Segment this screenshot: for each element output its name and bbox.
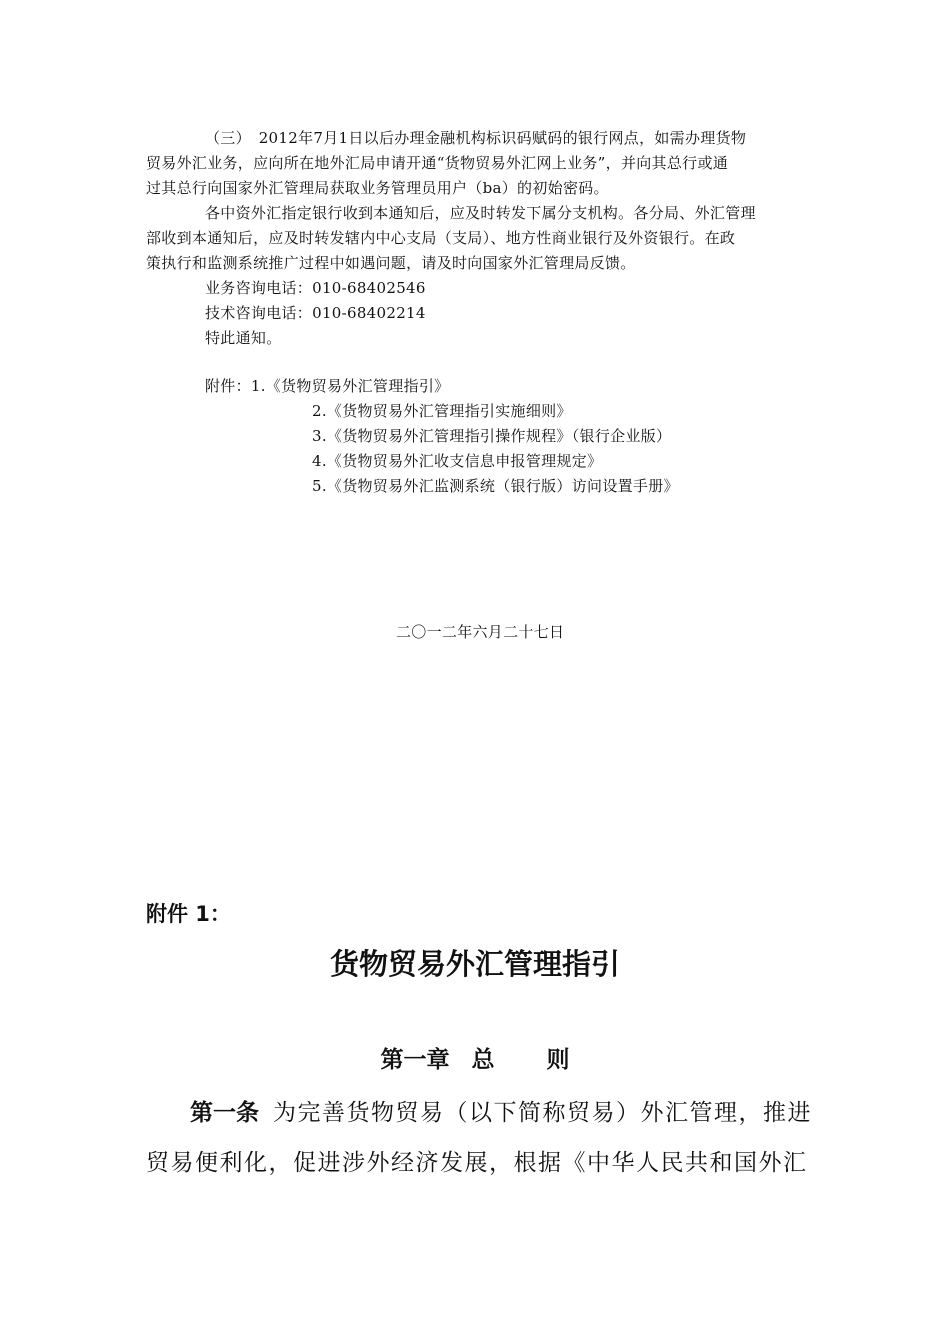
notice-date: 二〇一二年六月二十七日 [396,623,565,641]
attachment-item-4: 4.《货物贸易外汇收支信息申报管理规定》 [312,452,603,470]
para4-line1: 各中资外汇指定银行收到本通知后，应及时转发下属分支机构。各分局、外汇管理 [205,204,756,222]
appendix-title: 货物贸易外汇管理指引 [329,947,620,981]
article-1-label: 第一条 [190,1100,259,1126]
chapter-word-2: 则 [546,1047,570,1073]
attachment-item-3: 3.《货物贸易外汇管理指引操作规程》（银行企业版） [312,427,672,445]
attachment-item-2: 2.《货物贸易外汇管理指引实施细则》 [312,402,572,420]
para3-line2: 贸易外汇业务，应向所在地外汇局申请开通“货物贸易外汇网上业务”，并向其总行或通 [146,154,729,172]
chapter-word-1: 总 [471,1047,495,1073]
para4-line2: 部收到本通知后，应及时转发辖内中心支局（支局）、地方性商业银行及外资银行。在政 [146,229,736,247]
attachment-item-5: 5.《货物贸易外汇监测系统（银行版）访问设置手册》 [312,477,679,495]
article-1-text-1: 为完善货物贸易（以下简称贸易）外汇管理，推进 [273,1100,812,1126]
closing-text: 特此通知。 [205,329,282,347]
para3-line3: 过其总行向国家外汇管理局获取业务管理员用户（ba）的初始密码。 [146,179,609,197]
chapter-heading [0,1043,950,1077]
article-1-line1 [190,1096,812,1130]
tech-phone: 技术咨询电话：010-68402214 [205,304,426,322]
para3-line1: （三） 2012年7月1日以后办理金融机构标识码赋码的银行网点，如需办理货物 [205,129,747,147]
article-1-line2: 贸易便利化，促进涉外经济发展，根据《中华人民共和国外汇 [146,1150,808,1176]
appendix-label: 附件 1： [146,902,231,926]
para4-line3: 策执行和监测系统推广过程中如遇问题，请及时向国家外汇管理局反馈。 [146,254,636,272]
chapter-number: 第一章 [380,1047,450,1073]
attachment-item-1: 附件：1.《货物贸易外汇管理指引》 [205,377,450,395]
business-phone: 业务咨询电话：010-68402546 [205,279,426,297]
